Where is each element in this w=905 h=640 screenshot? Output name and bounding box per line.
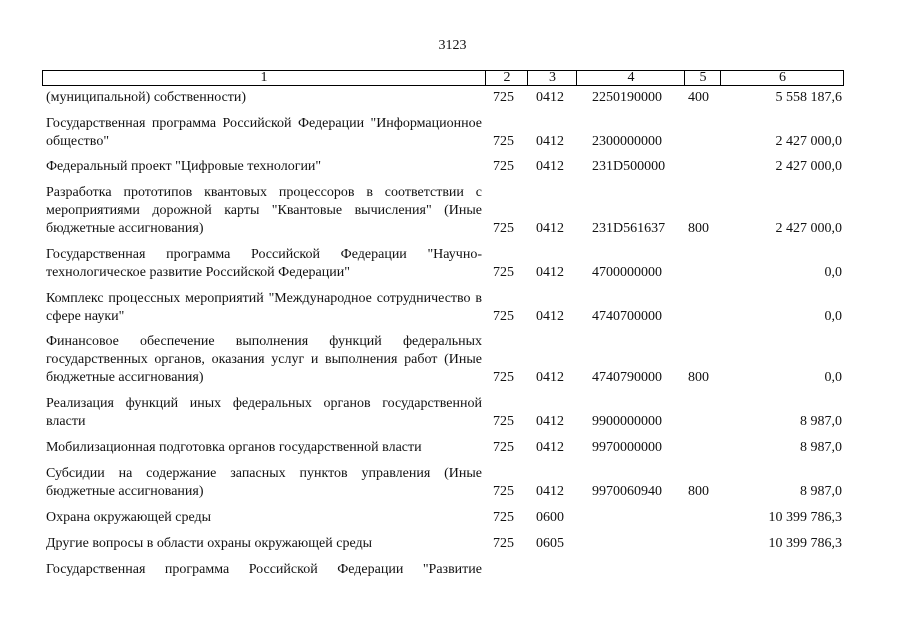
row-vedomstvo: 725 xyxy=(493,134,514,149)
table-row xyxy=(0,290,905,326)
header-col-3: 3 xyxy=(527,71,577,85)
row-target-article: 2300000000 xyxy=(592,134,662,149)
row-target-article: 4700000000 xyxy=(592,265,662,280)
table-row xyxy=(0,439,905,457)
row-name: Разработка прототипов квантовых процессоров в соответствии с мероприятиями дорожной карты "Квантовые вычисления" (Иные бюджетные ассигнования) xyxy=(46,185,482,236)
row-vedomstvo: 725 xyxy=(493,90,514,105)
row-sum: 0,0 xyxy=(824,370,842,385)
row-razdel: 0605 xyxy=(536,536,564,551)
row-razdel: 0412 xyxy=(536,159,564,174)
row-name: Реализация функций иных федеральных органов государственной власти xyxy=(46,396,482,429)
row-target-article: 2250190000 xyxy=(592,90,662,105)
row-name: Финансовое обеспечение выполнения функций федеральных государственных органов, оказания услуг и выполнения работ (Иные бюджетные ассигнования) xyxy=(46,334,482,385)
row-razdel: 0412 xyxy=(536,414,564,429)
row-sum: 0,0 xyxy=(824,309,842,324)
row-target-article: 231D500000 xyxy=(592,159,666,174)
row-name: Другие вопросы в области охраны окружающей среды xyxy=(46,536,372,551)
table-row xyxy=(0,509,905,527)
table-row xyxy=(0,184,905,238)
table-row xyxy=(0,465,905,501)
header-col-6: 6 xyxy=(720,71,844,85)
header-col-5: 5 xyxy=(684,71,721,85)
row-razdel: 0412 xyxy=(536,134,564,149)
table-row xyxy=(0,89,905,107)
row-target-article: 9970060940 xyxy=(592,484,662,499)
row-expense-type: 800 xyxy=(688,370,709,385)
row-razdel: 0412 xyxy=(536,484,564,499)
row-target-article: 231D561637 xyxy=(592,221,666,236)
row-sum: 0,0 xyxy=(824,265,842,280)
row-vedomstvo: 725 xyxy=(493,536,514,551)
header-col-2: 2 xyxy=(485,71,528,85)
header-col-4: 4 xyxy=(576,71,685,85)
table-row xyxy=(0,561,905,579)
table-row xyxy=(0,158,905,176)
row-razdel: 0412 xyxy=(536,265,564,280)
row-sum: 2 427 000,0 xyxy=(775,221,842,236)
row-sum: 5 558 187,6 xyxy=(775,90,842,105)
row-razdel: 0412 xyxy=(536,370,564,385)
row-expense-type: 400 xyxy=(688,90,709,105)
table-row xyxy=(0,246,905,282)
row-name: Государственная программа Российской Федерации "Информационное общество" xyxy=(46,116,482,149)
row-name: Комплекс процессных мероприятий "Международное сотрудничество в сфере науки" xyxy=(46,291,482,324)
row-sum: 8 987,0 xyxy=(800,484,842,499)
row-sum: 10 399 786,3 xyxy=(768,510,842,525)
table-row xyxy=(0,395,905,431)
row-razdel: 0412 xyxy=(536,309,564,324)
row-target-article: 4740790000 xyxy=(592,370,662,385)
row-vedomstvo: 725 xyxy=(493,370,514,385)
row-razdel: 0412 xyxy=(536,90,564,105)
row-vedomstvo: 725 xyxy=(493,159,514,174)
row-target-article: 9900000000 xyxy=(592,414,662,429)
row-name: Государственная программа Российской Федерации "Научно-технологическое развитие Российской Федерации" xyxy=(46,247,482,280)
row-name: Мобилизационная подготовка органов государственной власти xyxy=(46,440,422,455)
row-vedomstvo: 725 xyxy=(493,440,514,455)
row-target-article: 9970000000 xyxy=(592,440,662,455)
row-name: (муниципальной) собственности) xyxy=(46,90,247,105)
row-sum: 8 987,0 xyxy=(800,440,842,455)
row-target-article: 4740700000 xyxy=(592,309,662,324)
row-name: Субсидии на содержание запасных пунктов управления (Иные бюджетные ассигнования) xyxy=(46,466,482,499)
row-razdel: 0412 xyxy=(536,221,564,236)
row-name: Федеральный проект "Цифровые технологии" xyxy=(46,159,322,174)
row-name: Охрана окружающей среды xyxy=(46,510,212,525)
header-col-1: 1 xyxy=(260,70,268,85)
row-vedomstvo: 725 xyxy=(493,309,514,324)
row-vedomstvo: 725 xyxy=(493,414,514,429)
page-number: 3123 xyxy=(438,38,467,53)
table-header xyxy=(42,70,844,86)
row-razdel: 0600 xyxy=(536,510,564,525)
row-vedomstvo: 725 xyxy=(493,484,514,499)
row-name: Государственная программа Российской Федерации "Развитие xyxy=(46,562,482,577)
row-sum: 2 427 000,0 xyxy=(775,159,842,174)
table-row xyxy=(0,333,905,387)
row-vedomstvo: 725 xyxy=(493,265,514,280)
row-sum: 10 399 786,3 xyxy=(768,536,842,551)
row-vedomstvo: 725 xyxy=(493,510,514,525)
row-sum: 8 987,0 xyxy=(800,414,842,429)
row-expense-type: 800 xyxy=(688,484,709,499)
row-vedomstvo: 725 xyxy=(493,221,514,236)
row-sum: 2 427 000,0 xyxy=(775,134,842,149)
table-row xyxy=(0,115,905,151)
row-razdel: 0412 xyxy=(536,440,564,455)
row-expense-type: 800 xyxy=(688,221,709,236)
table-row xyxy=(0,535,905,553)
